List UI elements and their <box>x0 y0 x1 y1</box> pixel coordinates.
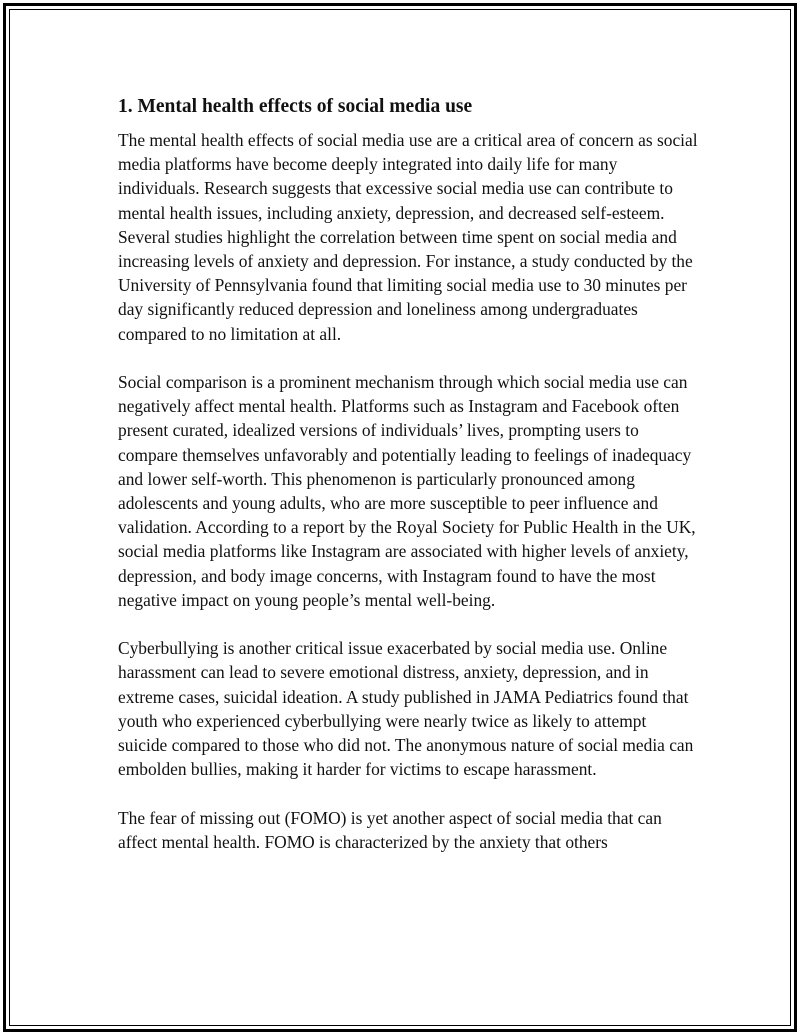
paragraph-intro: The mental health effects of social media use are a critical area of concern as social media platforms have become deeply integrated into daily life for many individuals. Research suggests that excessive social media use can contribute to mental health issues, including anxiety, depression, and decreased self-esteem. Several studies highlight the correlation between time spent on social media and increasing levels of anxiety and depression. For instance, a study conducted by the University of Pennsylvania found that limiting social media use to 30 minutes per day significantly reduced depression and loneliness among undergraduates compared to no limitation at all. <box>118 130 698 344</box>
document-body <box>118 92 698 878</box>
paragraph-cyberbullying: Cyberbullying is another critical issue exacerbated by social media use. Online harassment can lead to severe emotional distress, anxiety, depression, and in extreme cases, suicidal ideation. A study published in JAMA Pediatrics found that youth who experienced cyberbullying were nearly twice as likely to attempt suicide compared to those who did not. The anonymous nature of social media can embolden bullies, making it harder for victims to escape harassment. <box>118 638 694 780</box>
section-heading: 1. Mental health effects of social media use <box>118 96 473 117</box>
paragraph-fomo: The fear of missing out (FOMO) is yet another aspect of social media that can affect mental health. FOMO is characterized by the anxiety that others <box>118 807 662 852</box>
paragraph-social-comparison: Social comparison is a prominent mechanism through which social media use can negatively affect mental health. Platforms such as Instagram and Facebook often present curated, idealized versions of individuals’ lives, prompting users to compare themselves unfavorably and potentially leading to feelings of inadequacy and lower self-worth. This phenomenon is particularly pronounced among adolescents and young adults, who are more susceptible to peer influence and validation. According to a report by the Royal Society for Public Health in the UK, social media platforms like Instagram are associated with higher levels of anxiety, depression, and body image concerns, with Instagram found to have the most negative impact on young people’s mental well-being. <box>118 372 696 610</box>
